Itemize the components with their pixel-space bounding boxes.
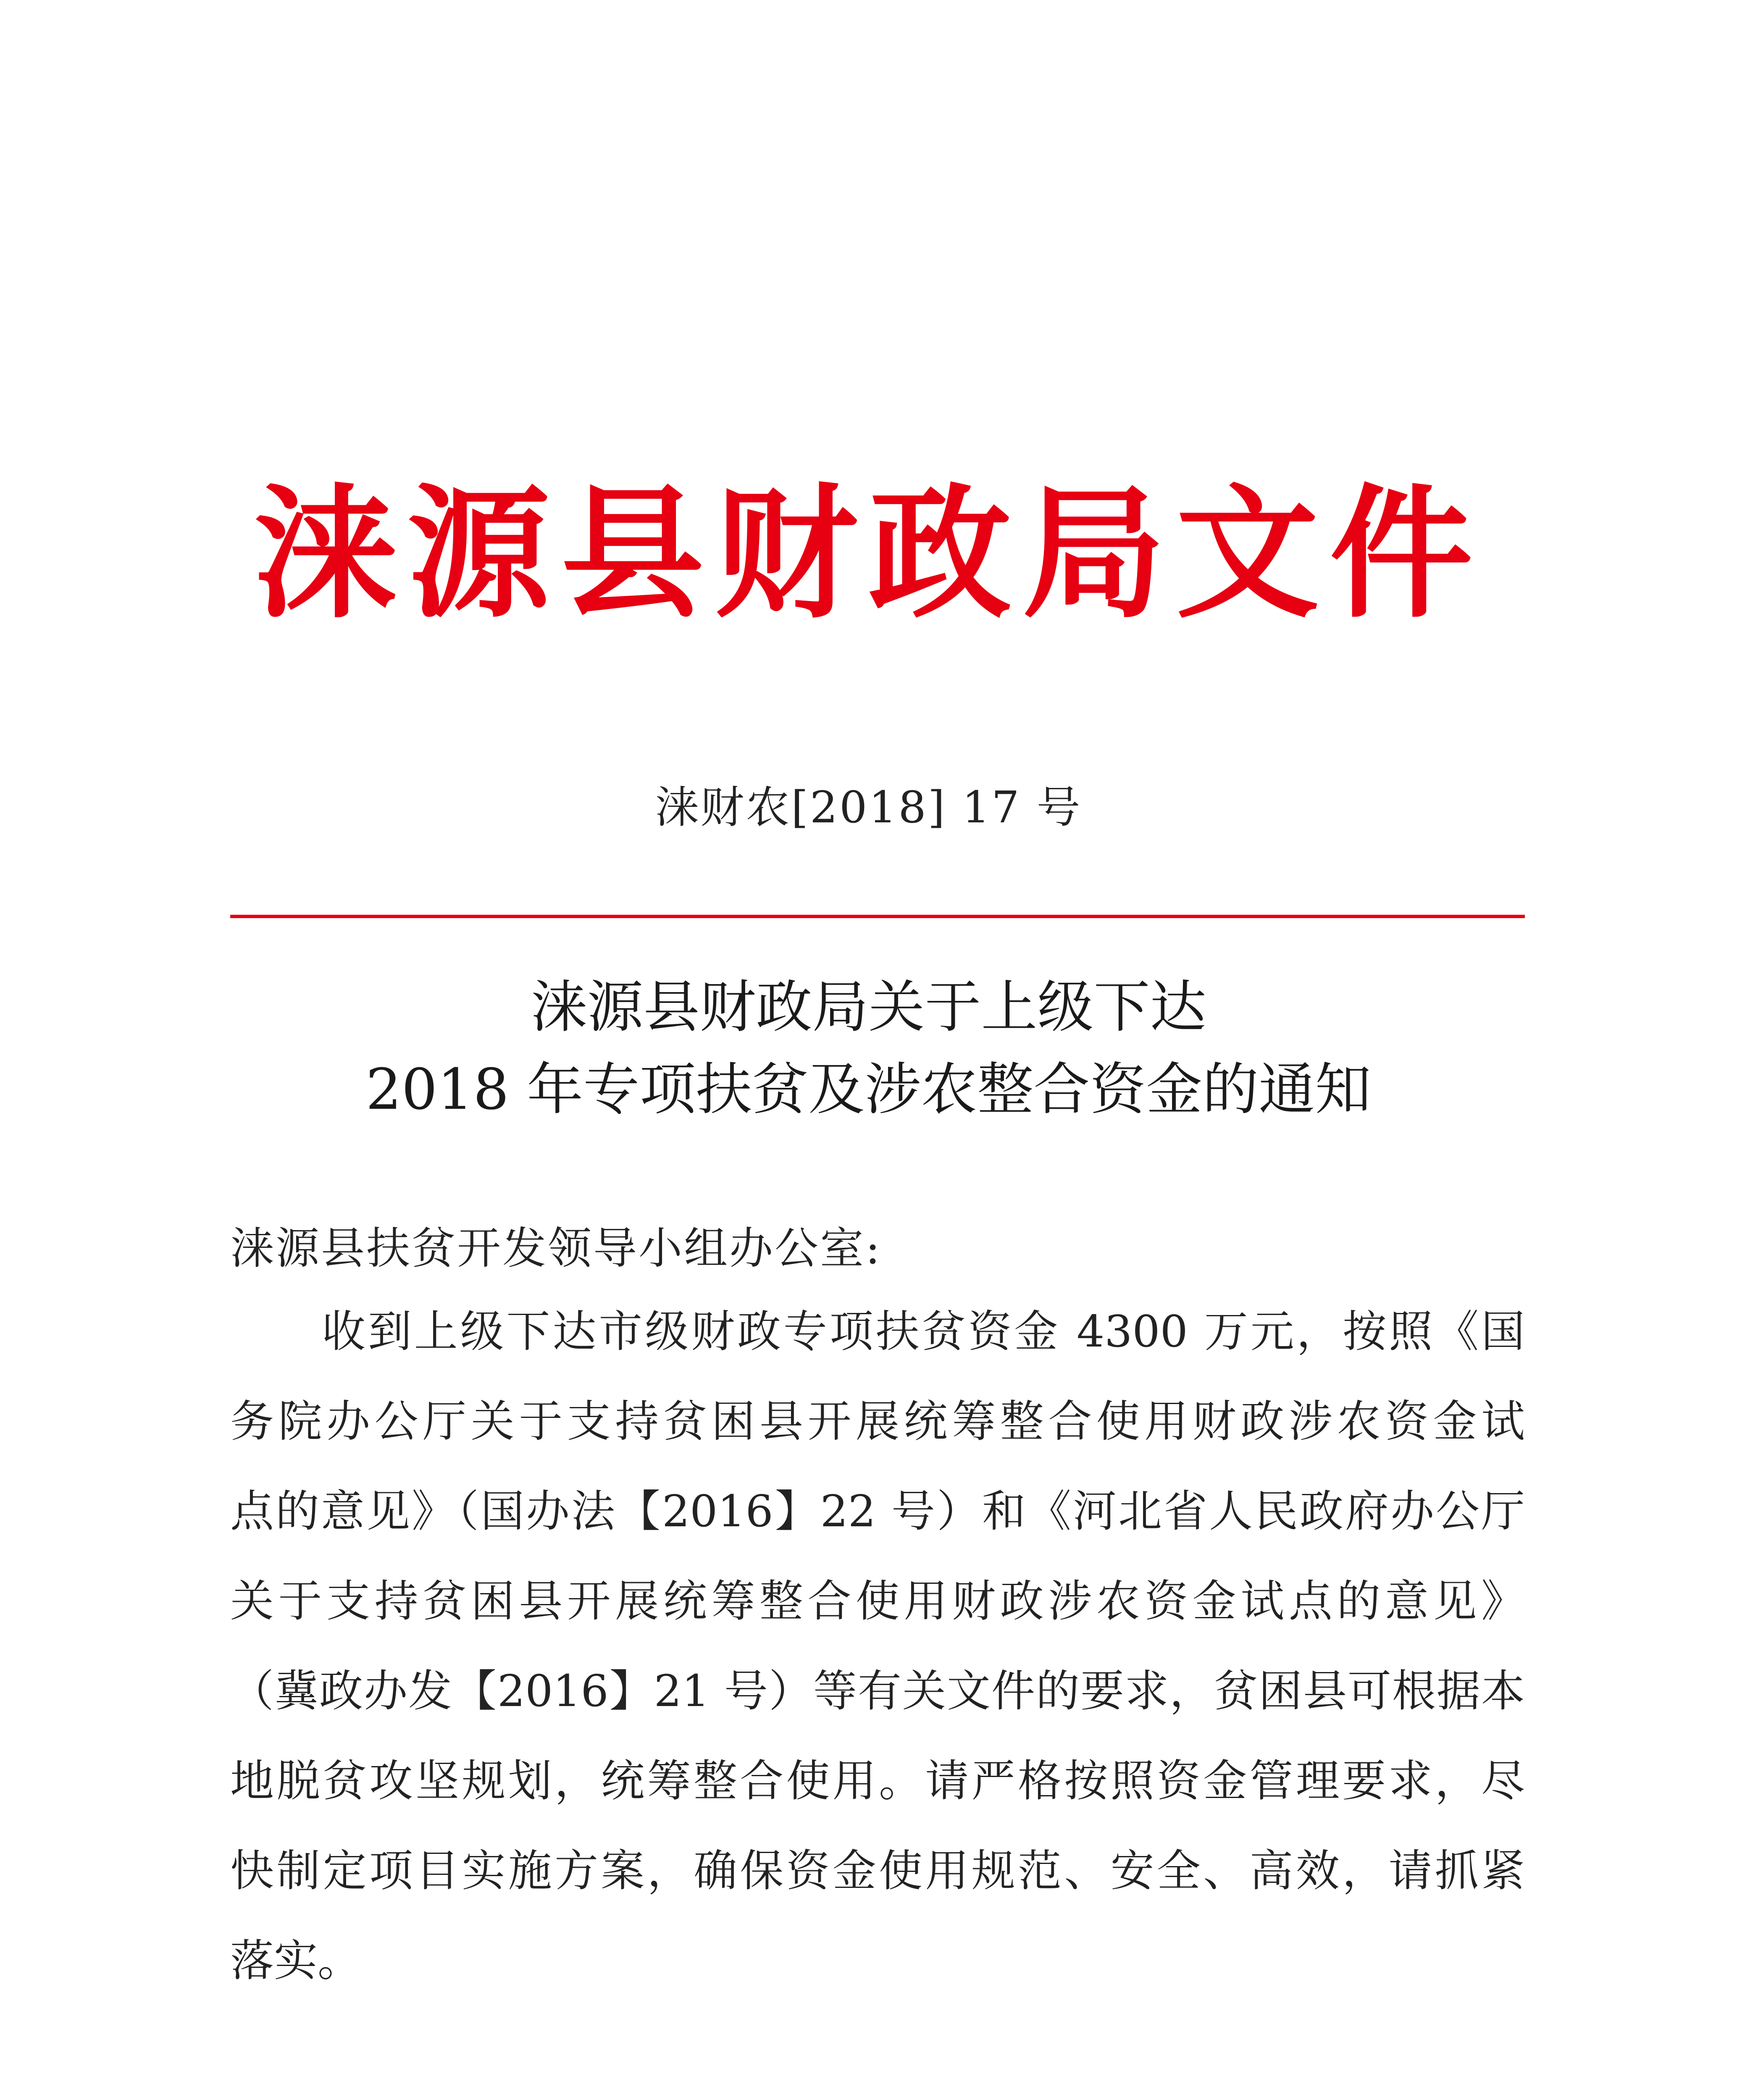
notice-title-line-2: 2018 年专项扶贫及涉农整合资金的通知 [365,1057,1372,1122]
body-line: 务院办公厅关于支持贫困县开展统筹整合使用财政涉农资金试 [230,1396,1525,1447]
red-separator-line [230,915,1525,918]
body-line: （冀政办发【2016】21 号）等有关文件的要求，贫困县可根据本 [230,1665,1525,1717]
body-line: 点的意见》（国办法【2016】22 号）和《河北省人民政府办公厅 [230,1486,1525,1537]
body-line: 地脱贫攻坚规划，统筹整合使用。请严格按照资金管理要求，尽 [230,1755,1525,1806]
body-line: 关于支持贫困县开展统筹整合使用财政涉农资金试点的意见》 [230,1575,1525,1627]
body-line: 收到上级下达市级财政专项扶贫资金 4300 万元，按照《国 [322,1306,1525,1357]
body-line: 快制定项目实施方案，确保资金使用规范、安全、高效，请抓紧 [230,1845,1525,1896]
recipient-line: 涞源县扶贫开发领导小组办公室: [230,1223,882,1274]
notice-body [230,1306,1525,2025]
notice-title [0,966,1737,1131]
agency-red-header: 涞源县财政局文件 [253,471,1484,638]
notice-title-line-1: 涞源县财政局关于上级下达 [531,974,1206,1040]
body-line: 落实。 [230,1935,362,1986]
document-number: 涞财农[2018] 17 号 [655,782,1082,833]
